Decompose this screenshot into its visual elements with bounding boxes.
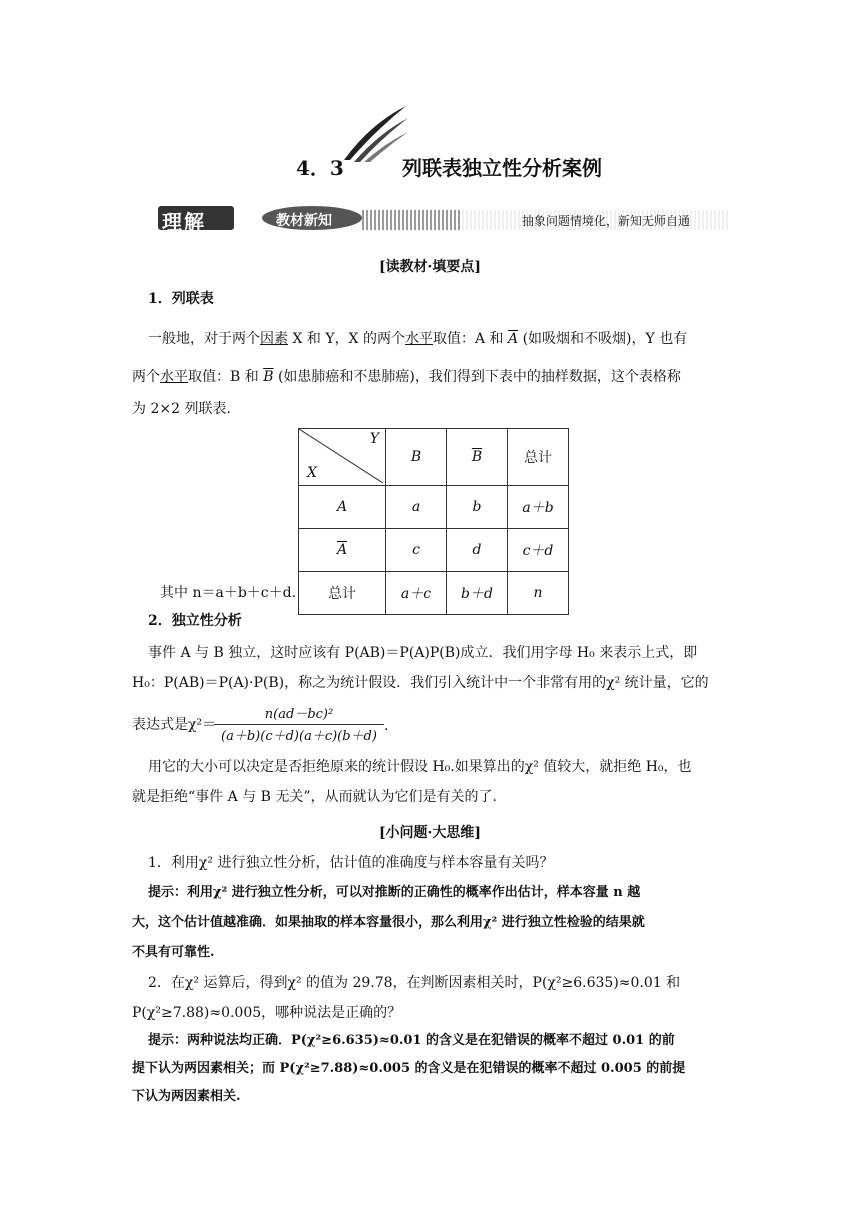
section-heading-read: [读教材·填要点] [378,259,482,275]
page-title: 列联表独立性分析案例 [402,156,602,180]
answer-1-line: 提示：利用χ² 进行独立性分析，可以对推断的正确性的概率作出估计，样本容量 n 越 [148,885,641,900]
table-row: $\overline{A}$ c d c＋d [299,529,569,572]
table-row: 总计 a＋c b＋d n [299,572,569,615]
paragraph-line: 用它的大小可以决定是否拒绝原来的统计假设 H₀.如果算出的χ² 值较大，就拒绝 H₀，也 [148,759,692,775]
answer-1-line: 大，这个估计值越准确．如果抽取的样本容量很小，那么利用χ² 进行独立性检验的结果就 [132,915,645,930]
paragraph-line: 就是拒绝“事件 A 与 B 无关”，从而就认为它们是有关的了. [132,789,497,805]
answer-2-line: 提下认为两因素相关；而 P(χ²≥7.88)≈0.005 的含义是在犯错误的概率不超过 0.005 的前提 [132,1061,686,1076]
subsection-heading-independence: 2．独立性分析 [148,613,242,629]
question-2: 2．在χ² 运算后，得到χ² 的值为 29.78，在判断因素相关时，P(χ²≥6.635)≈0.01 和 [148,975,681,991]
table-header: B [386,429,447,486]
banner-tagline: 抽象问题情境化，新知无师自通 [521,214,690,228]
paragraph-line: 为 2×2 列联表. [132,401,231,417]
table-corner-cell: Y X [299,429,386,486]
answer-1-line: 不具有可靠性. [132,945,215,960]
paragraph-line: 事件 A 与 B 独立，这时应该有 P(AB)＝P(A)P(B)成立．我们用字母 H₀ 来表示上式，即 [148,645,698,661]
table-header: $\overline{B}$ [447,429,508,486]
paragraph-line: 表达式是χ²＝ [132,717,217,733]
answer-2-line: 提示：两种说法均正确．P(χ²≥6.635)≈0.01 的含义是在犯错误的概率不超过 0.01 的前 [148,1033,675,1048]
answer-2-line: 下认为两因素相关. [132,1089,241,1104]
table-header: 总计 [508,429,569,486]
banner-small: 教材新知 [276,213,332,229]
section-number: 4．3 [296,156,344,180]
section-banner [130,204,730,234]
question-2: P(χ²≥7.88)≈0.005，哪种说法是正确的？ [132,1005,402,1021]
question-1: 1．利用χ² 进行独立性分析，估计值的准确度与样本容量有关吗？ [148,855,554,871]
chi-square-formula: $\frac{\text{n(ad－bc)²}}{(a+b)(c+d)(a+c)(b+d)}$ [214,703,384,744]
paragraph-line: 两个水平取值：B 和 $\overline{B}$ (如患肺癌和不患肺癌)，我们得到下表中的抽样数据，这个表格称 [132,369,681,385]
paragraph-line: 一般地，对于两个因素 X 和 Y，X 的两个水平取值：A 和 $\overline{A}$ (如吸烟和不吸烟)，Y 也有 [148,331,688,347]
formula-period: . [384,718,389,734]
section-heading-questions: [小问题·大思维] [378,825,482,841]
paragraph-line: 其中 n＝a＋b＋c＋d. [160,585,297,601]
title-swoosh-decoration [340,104,410,164]
subsection-heading-contingency: 1．列联表 [148,291,214,307]
banner-main: 理解 [162,210,206,234]
paragraph-line: H₀：P(AB)＝P(A)·P(B)，称之为统计假设．我们引入统计中一个非常有用的χ² 统计量，它的 [132,675,709,691]
table-row: A a b a＋b [299,486,569,529]
